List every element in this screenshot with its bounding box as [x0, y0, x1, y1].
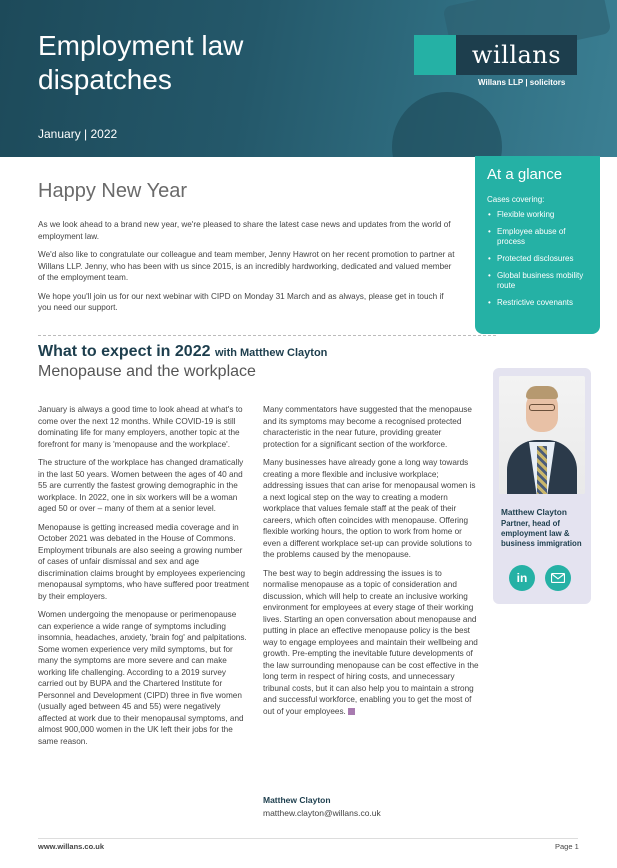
article-byline: with Matthew Clayton [214, 347, 328, 359]
article-paragraph: January is always a good time to look ahead at what's to come over the next 12 months. While COVID-19 is still dominating life for many employers, another topic at the forefront for many is 'menopause and the workplace'. [38, 405, 243, 449]
glance-item[interactable]: • Flexible working [487, 210, 588, 220]
article-column-right [263, 404, 479, 724]
glance-item[interactable]: • Employee abuse of process [487, 227, 588, 247]
article-paragraph: Women undergoing the menopause or perimenopause can experience a wide range of symptoms including insomnia, headaches, anxiety, 'brain fog' and palpitations. Some women experience very mild symptoms, but for many the symptoms are more severe and can make working life challenging. According to a 2019 survey carried out by BUPA and the Chartered Institute for Personnel and Development (CIPD) three in five women (usually aged between 45 and 55) were negatively affected at work due to their menopausal symptoms, and almost 900,000 women in the UK left their jobs for the same reason. [38, 610, 247, 746]
article-paragraph: Menopause is getting increased media coverage and in October 2021 was debated in the House of Commons. Employment tribunals are also seeing a growing number of cases of unfair dismissal and sex and age discrimination claims brought by employees experiencing menopausal symptoms, who have suffered poor treatment by their employers. [38, 522, 250, 601]
glance-list [487, 210, 588, 308]
coffee-cup-image [392, 92, 502, 157]
willans-logo[interactable]: willans [456, 35, 577, 75]
at-a-glance-panel [475, 156, 600, 334]
footer-divider [38, 838, 578, 839]
glance-item[interactable]: • Global business mobility route [487, 271, 588, 291]
article-column-left [38, 404, 251, 754]
article-paragraph: The structure of the workplace has changed dramatically in the last 50 years. Women between the ages of 40 and 55 are currently the fastest growing demographic in the workplace. In 2022, one in six workers will be a woman aged 50 or over – many of them at a senior level. [38, 458, 244, 513]
logo-square [414, 35, 456, 75]
email-icon[interactable] [545, 565, 571, 591]
author-photo [499, 376, 585, 494]
profile-role: Partner, head of employment law & business immigration [501, 519, 582, 548]
author-name: Matthew Clayton [263, 795, 331, 805]
intro-paragraph: We hope you'll join us for our next webinar with CIPD on Monday 31 March and as always, please get in touch if you need our support. [38, 291, 444, 312]
intro-paragraph: We'd also like to congratulate our colleague and team member, Jenny Hawrot on her recent promotion to partner at Willans LLP. Jenny, who has been with us since 2015, is an incredibly hardworking, dedicated and valued member of the employment team. [38, 250, 455, 282]
envelope-icon [551, 573, 565, 583]
newsletter-title: Employment law dispatches [38, 30, 244, 95]
footer-website-link[interactable]: www.willans.co.uk [38, 842, 104, 851]
intro-paragraph: As we look ahead to a brand new year, we're pleased to share the latest case news and updates from the world of employment law. [38, 220, 451, 241]
article-paragraph: Many commentators have suggested that the menopause and its symptoms may become a recognised protected characteristic in the near future, providing greater protection for a significant section of the workforce. [263, 405, 472, 449]
article-subtitle: Menopause and the workplace [38, 363, 256, 380]
article-paragraph: Many businesses have already gone a long way towards creating a more flexible and inclusive workplace; addressing issues that can arise for menopausal women is a next logical step on the way to creating a modern workplace that values female staff at the peak of their careers, which often coincides with menopause. Offering flexible working hours, the option to work from home or even a different workplace set-up can provide solutions to the problems caused by the menopause. [263, 458, 476, 559]
linkedin-icon[interactable]: in [509, 565, 535, 591]
author-profile-card [493, 368, 591, 604]
intro-heading: Happy New Year [38, 180, 187, 202]
logo-subtitle: Willans LLP | solicitors [478, 78, 566, 87]
glance-item[interactable]: • Protected disclosures [487, 254, 588, 264]
section-divider [38, 335, 496, 336]
article-title: What to expect in 2022 with Matthew Clayton [38, 343, 328, 360]
end-of-article-mark [348, 708, 355, 715]
intro-text [38, 219, 456, 321]
glance-label: Cases covering: [487, 195, 545, 204]
profile-name: Matthew Clayton [501, 507, 567, 517]
page-number: Page 1 [555, 842, 579, 851]
header-banner [0, 0, 617, 157]
issue-date: January | 2022 [38, 127, 118, 141]
glance-title: At a glance [487, 166, 563, 183]
glance-item[interactable]: • Restrictive covenants [487, 298, 588, 308]
author-email-link[interactable]: matthew.clayton@willans.co.uk [263, 808, 381, 818]
article-paragraph: The best way to begin addressing the issues is to normalise menopause as a topic of consideration and discussion, which will help to create an inclusive working environment for employees at every stage of their working lives. Starting an open conversation about menopause and putting in place an effective menopause policy is the best way to engage employees and maintain their wellbeing and growth. Pre-empting the inevitable future developments of the law surrounding menopause can be cost effective in the long term in respect of hiring costs, and unnecessary tribunal costs, but it can also help you to maintain a strong and successful workforce, enabling you to get the most of out of your employees. [263, 568, 479, 716]
